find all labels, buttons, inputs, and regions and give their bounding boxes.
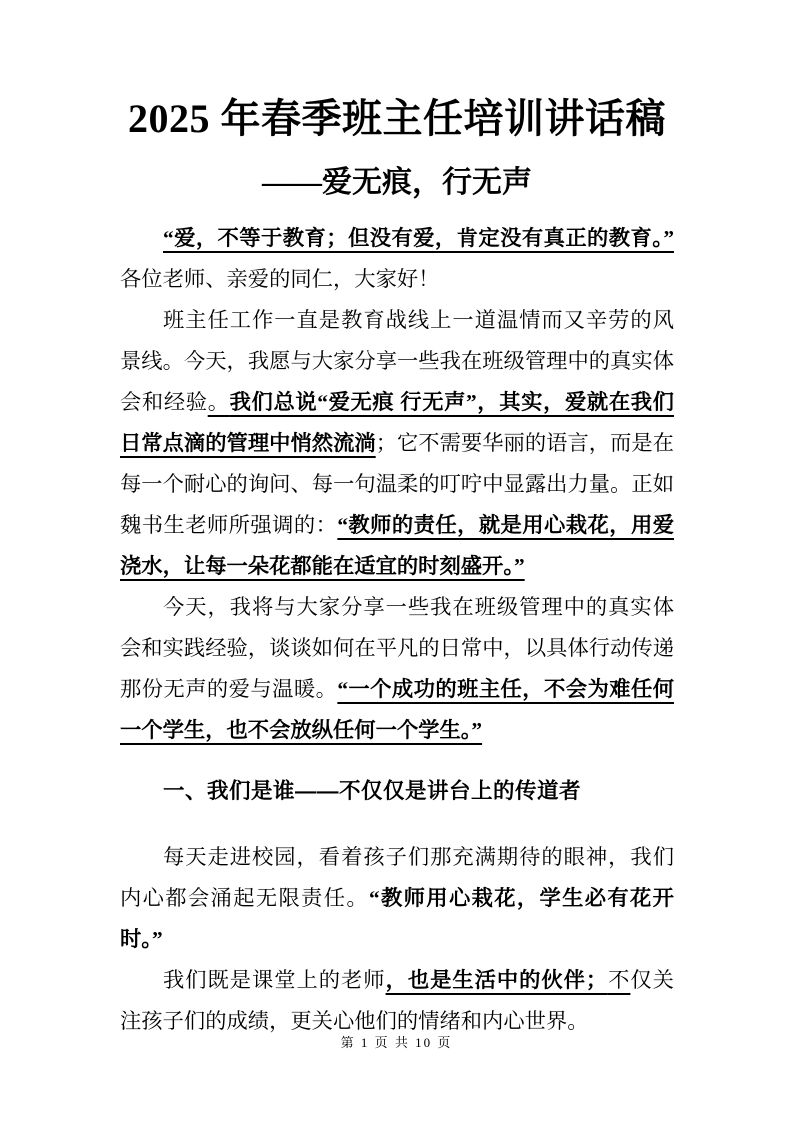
text-run: 不 — [607, 968, 631, 992]
text-run: 每天走进校园，看着孩子们那充满期待的眼神，我们内心都会涌起无限责任。 — [120, 845, 674, 910]
page-number-indicator: 第 1 页 共 10 页 — [340, 1035, 453, 1050]
document-title: 2025 年春季班主任培训讲话稿 — [128, 96, 666, 141]
section-heading-1: 一、我们是谁——不仅仅是讲台上的传道者 — [163, 779, 582, 803]
text-run: “爱，不等于教育；但没有爱，肯定没有真正的教育。” — [163, 226, 674, 250]
document-subtitle: ——爱无痕，行无声 — [262, 166, 532, 199]
paragraph-overview — [120, 587, 674, 751]
text-run: 。 — [207, 390, 230, 414]
document-content — [120, 90, 674, 1042]
paragraph-opening-quote-greeting — [120, 218, 674, 300]
text-run: ，也是生活中的伙伴； — [385, 968, 608, 992]
paragraph-dual-role — [120, 960, 674, 1042]
paragraph-introduction — [120, 300, 674, 587]
text-run: 我们既是课堂上的老师 — [163, 968, 386, 992]
text-run: 仅关注孩子们的成绩，更关心他们的情绪和内心世界。 — [120, 968, 674, 1033]
text-run: 今天，我将与大家分享一些我在班级管理中的真实体会和实践经验，谈谈如何在平凡的日常中，以具体行动传递那份无声的爱与温暖。 — [120, 595, 674, 701]
text-run: “教师用心栽花，学生必有花开时。” — [120, 886, 674, 951]
text-run: “教师的责任，就是用心栽花，用爱浇水，让每一朵花都能在适宜的时刻盛开。” — [120, 513, 674, 578]
text-run: 我们总说“爱无痕 行无声”，其实，爱就在我们日常点滴的管理中悄然流淌 — [120, 390, 674, 455]
paragraph-responsibility — [120, 837, 674, 960]
text-run: ；它不需要华丽的语言，而是在每一个耐心的询问、每一句温柔的叮咛中显露出力量。正如魏书生老师所强调的： — [120, 431, 674, 537]
page-footer — [0, 1034, 793, 1052]
text-run: 各位老师、亲爱的同仁，大家好！ — [120, 267, 440, 291]
text-run: “一个成功的班主任，不会为难任何一个学生，也不会放纵任何一个学生。” — [120, 677, 674, 742]
text-run: 班主任工作一直是教育战线上一道温情而又辛劳的风景线。今天，我愿与大家分享一些我在班级管理中的真实体会和经验 — [120, 308, 674, 414]
